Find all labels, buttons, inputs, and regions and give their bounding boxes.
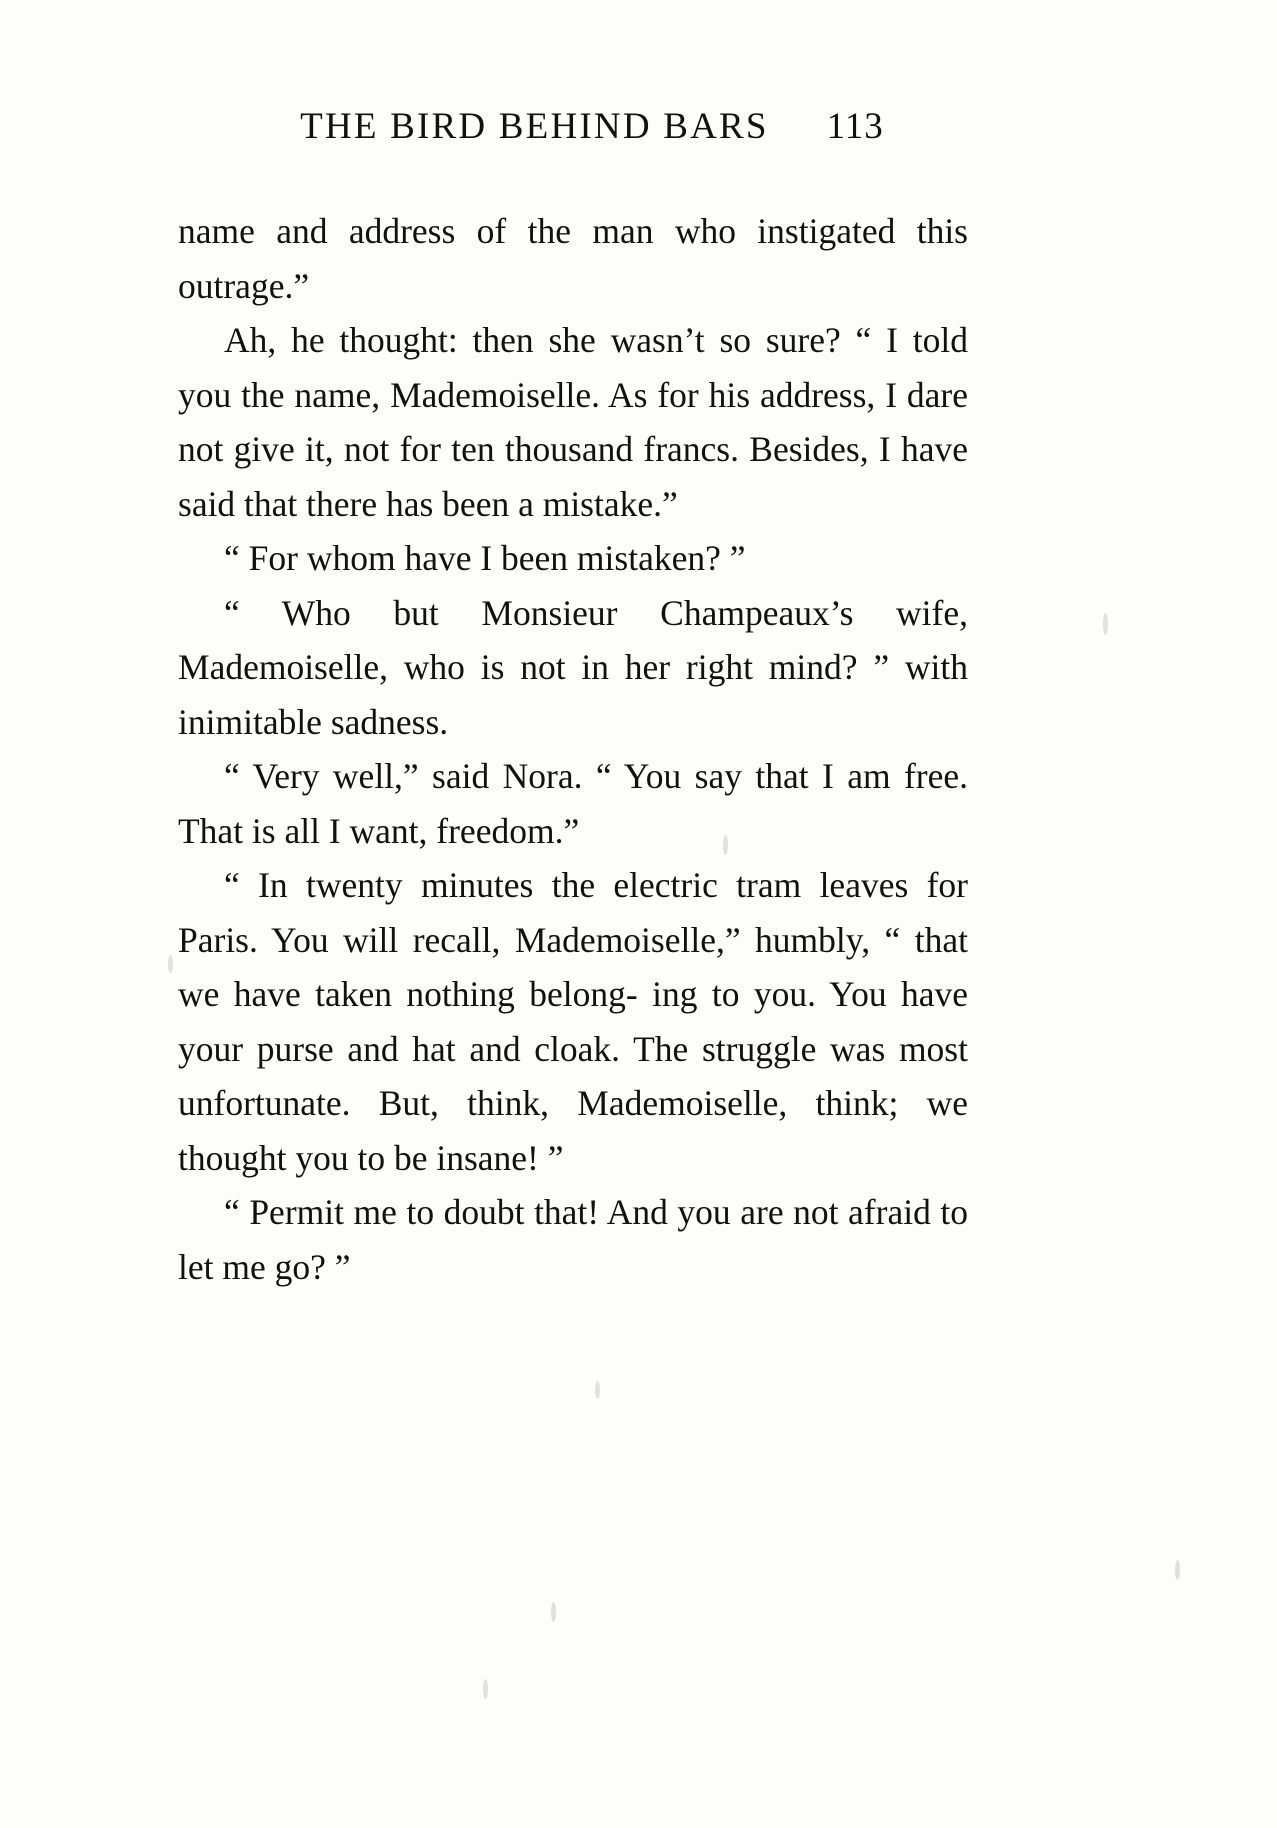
page-content — [178, 105, 968, 1294]
page-speck — [168, 955, 173, 973]
paragraph-5: “ Very well,” said Nora. “ You say that I am free. That is all I want, freedom.” — [178, 756, 968, 851]
page-speck — [723, 835, 728, 855]
running-head-title: THE BIRD BEHIND BARS — [300, 106, 769, 147]
page-speck — [595, 1381, 600, 1399]
paragraph-6: “ In twenty minutes the electric tram leaves for Paris. You will recall, Mademoiselle,” humbly, “ that we have taken nothing belong- ing to you. You have your purse and hat and cloak. The struggle was most unfortunate. But, think, Mademoiselle, think; we thought you to be insane! ” — [178, 865, 968, 1178]
body-text — [178, 204, 968, 1294]
paragraph-4: “ Who but Monsieur Champeaux’s wife, Mademoiselle, who is not in her right mind? ” with inimitable sadness. — [178, 592, 968, 742]
paragraph-7: “ Permit me to doubt that! And you are not afraid to let me go? ” — [178, 1192, 968, 1287]
paragraph-2: Ah, he thought: then she wasn’t so sure? “ I told you the name, Mademoiselle. As for his address, I dare not give it, not for ten thousand francs. Besides, I have said that there has been a mistake.” — [178, 320, 968, 524]
paragraph-1: name and address of the man who instigated this outrage.” — [178, 211, 968, 306]
page-speck — [551, 1602, 556, 1622]
page-speck — [1175, 1560, 1180, 1580]
page-speck — [483, 1679, 488, 1699]
paragraph-3: “ For whom have I been mistaken? ” — [224, 538, 746, 578]
page-number: 113 — [826, 106, 884, 147]
page-speck — [1103, 613, 1108, 635]
running-head — [178, 105, 968, 148]
